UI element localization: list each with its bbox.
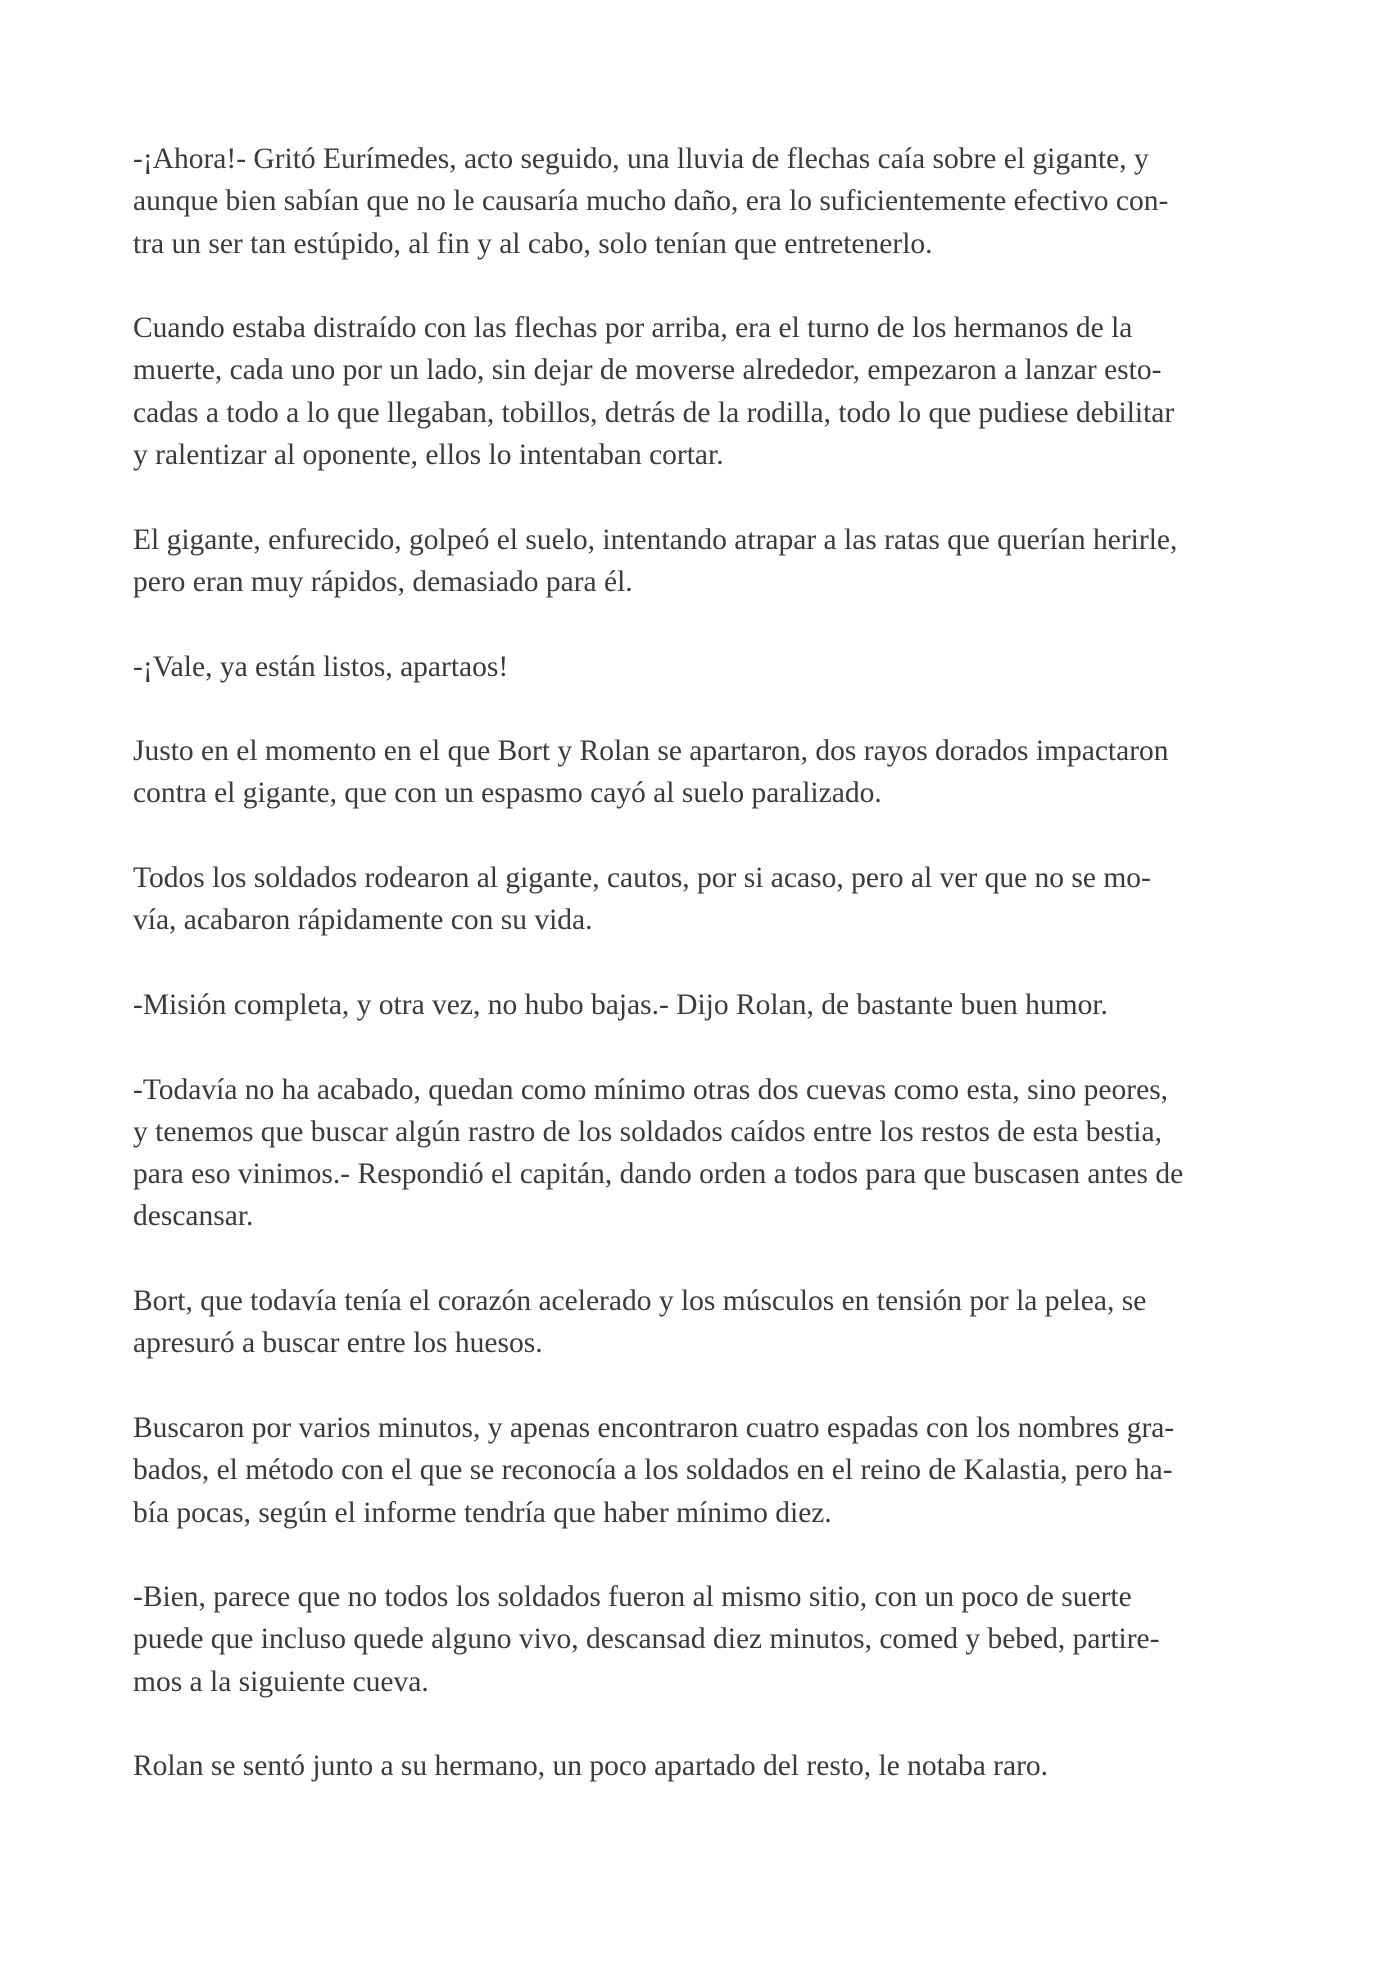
text-line: bados, el método con el que se reconocía a los soldados en el reino de Kalastia, pero ha- — [133, 1454, 1173, 1487]
text-line: muerte, cada uno por un lado, sin dejar de moverse alrededor, empezaron a lanzar esto- — [133, 354, 1162, 387]
paragraph-6 — [133, 857, 1267, 942]
paragraph-5 — [133, 730, 1267, 815]
text-line: para eso vinimos.- Respondió el capitán, dando orden a todos para que buscasen antes de — [133, 1158, 1184, 1191]
text-line: Rolan se sentó junto a su hermano, un poco apartado del resto, le notaba raro. — [133, 1750, 1049, 1783]
text-line: y ralentizar al oponente, ellos lo intentaban cortar. — [133, 439, 724, 472]
paragraph-9 — [133, 1280, 1267, 1365]
paragraph-3 — [133, 519, 1267, 604]
paragraph-7 — [133, 984, 1267, 1026]
text-line: tra un ser tan estúpido, al fin y al cabo, solo tenían que entretenerlo. — [133, 227, 933, 260]
text-line: Justo en el momento en el que Bort y Rolan se apartaron, dos rayos dorados impactaron — [133, 735, 1169, 768]
page-body — [133, 138, 1267, 1830]
text-line: -¡Vale, ya están listos, apartaos! — [133, 650, 509, 683]
paragraph-8 — [133, 1069, 1267, 1238]
paragraph-1 — [133, 138, 1267, 265]
text-line: bía pocas, según el informe tendría que haber mínimo diez. — [133, 1496, 832, 1529]
text-line: puede que incluso quede alguno vivo, descansad diez minutos, comed y bebed, partire- — [133, 1623, 1160, 1656]
paragraph-11 — [133, 1576, 1267, 1703]
text-line: aunque bien sabían que no le causaría mucho daño, era lo suficientemente efectivo con- — [133, 185, 1169, 218]
text-line: contra el gigante, que con un espasmo cayó al suelo paralizado. — [133, 777, 882, 810]
paragraph-12 — [133, 1745, 1267, 1787]
text-line: descansar. — [133, 1200, 254, 1233]
text-line: -Bien, parece que no todos los soldados fueron al mismo sitio, con un poco de suerte — [133, 1581, 1132, 1614]
text-line: Buscaron por varios minutos, y apenas encontraron cuatro espadas con los nombres gra- — [133, 1411, 1175, 1444]
paragraph-2 — [133, 307, 1267, 476]
text-line: vía, acabaron rápidamente con su vida. — [133, 904, 593, 937]
text-line: Cuando estaba distraído con las flechas por arriba, era el turno de los hermanos de la — [133, 312, 1133, 345]
text-line: apresuró a buscar entre los huesos. — [133, 1327, 543, 1360]
text-line: pero eran muy rápidos, demasiado para él. — [133, 565, 633, 598]
paragraph-4 — [133, 646, 1267, 688]
text-line: Todos los soldados rodearon al gigante, cautos, por si acaso, pero al ver que no se mo- — [133, 862, 1151, 895]
text-line: y tenemos que buscar algún rastro de los soldados caídos entre los restos de esta bestia, — [133, 1115, 1162, 1148]
paragraph-10 — [133, 1407, 1267, 1534]
text-line: cadas a todo a lo que llegaban, tobillos, detrás de la rodilla, todo lo que pudiese debilitar — [133, 396, 1175, 429]
text-line: Bort, que todavía tenía el corazón acelerado y los músculos en tensión por la pelea, se — [133, 1285, 1147, 1318]
text-line: El gigante, enfurecido, golpeó el suelo, intentando atrapar a las ratas que querían herirle, — [133, 523, 1178, 556]
text-line: -Misión completa, y otra vez, no hubo bajas.- Dijo Rolan, de bastante buen humor. — [133, 988, 1108, 1021]
text-line: -¡Ahora!- Gritó Eurímedes, acto seguido, una lluvia de flechas caía sobre el gigante, y — [133, 143, 1149, 175]
text-line: mos a la siguiente cueva. — [133, 1665, 429, 1698]
text-line: -Todavía no ha acabado, quedan como mínimo otras dos cuevas como esta, sino peores, — [133, 1073, 1169, 1106]
